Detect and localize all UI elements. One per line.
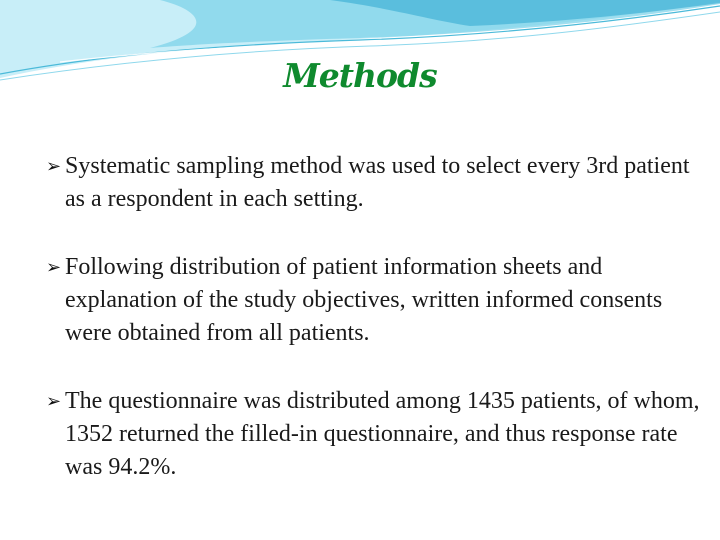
bullet-list: [46, 150, 706, 519]
bullet-text: The questionnaire was distributed among 1435 patients, of whom, 1352 returned the filled-in questionnaire, and thus response rate was 94.2%.: [65, 388, 700, 480]
slide-title: Methods: [283, 56, 437, 95]
bullet-text: Systematic sampling method was used to select every 3rd patient as a respondent in each setting.: [65, 153, 690, 212]
bullet-item: [46, 251, 706, 350]
bullet-item: [46, 150, 706, 216]
bullet-text: Following distribution of patient information sheets and explanation of the study objectives, written informed consents were obtained from all patients.: [65, 254, 663, 346]
arrowhead-bullet-icon: ➢: [46, 257, 62, 278]
arrowhead-bullet-icon: ➢: [46, 391, 62, 412]
arrowhead-bullet-icon: ➢: [46, 156, 62, 177]
bullet-item: [46, 385, 706, 484]
